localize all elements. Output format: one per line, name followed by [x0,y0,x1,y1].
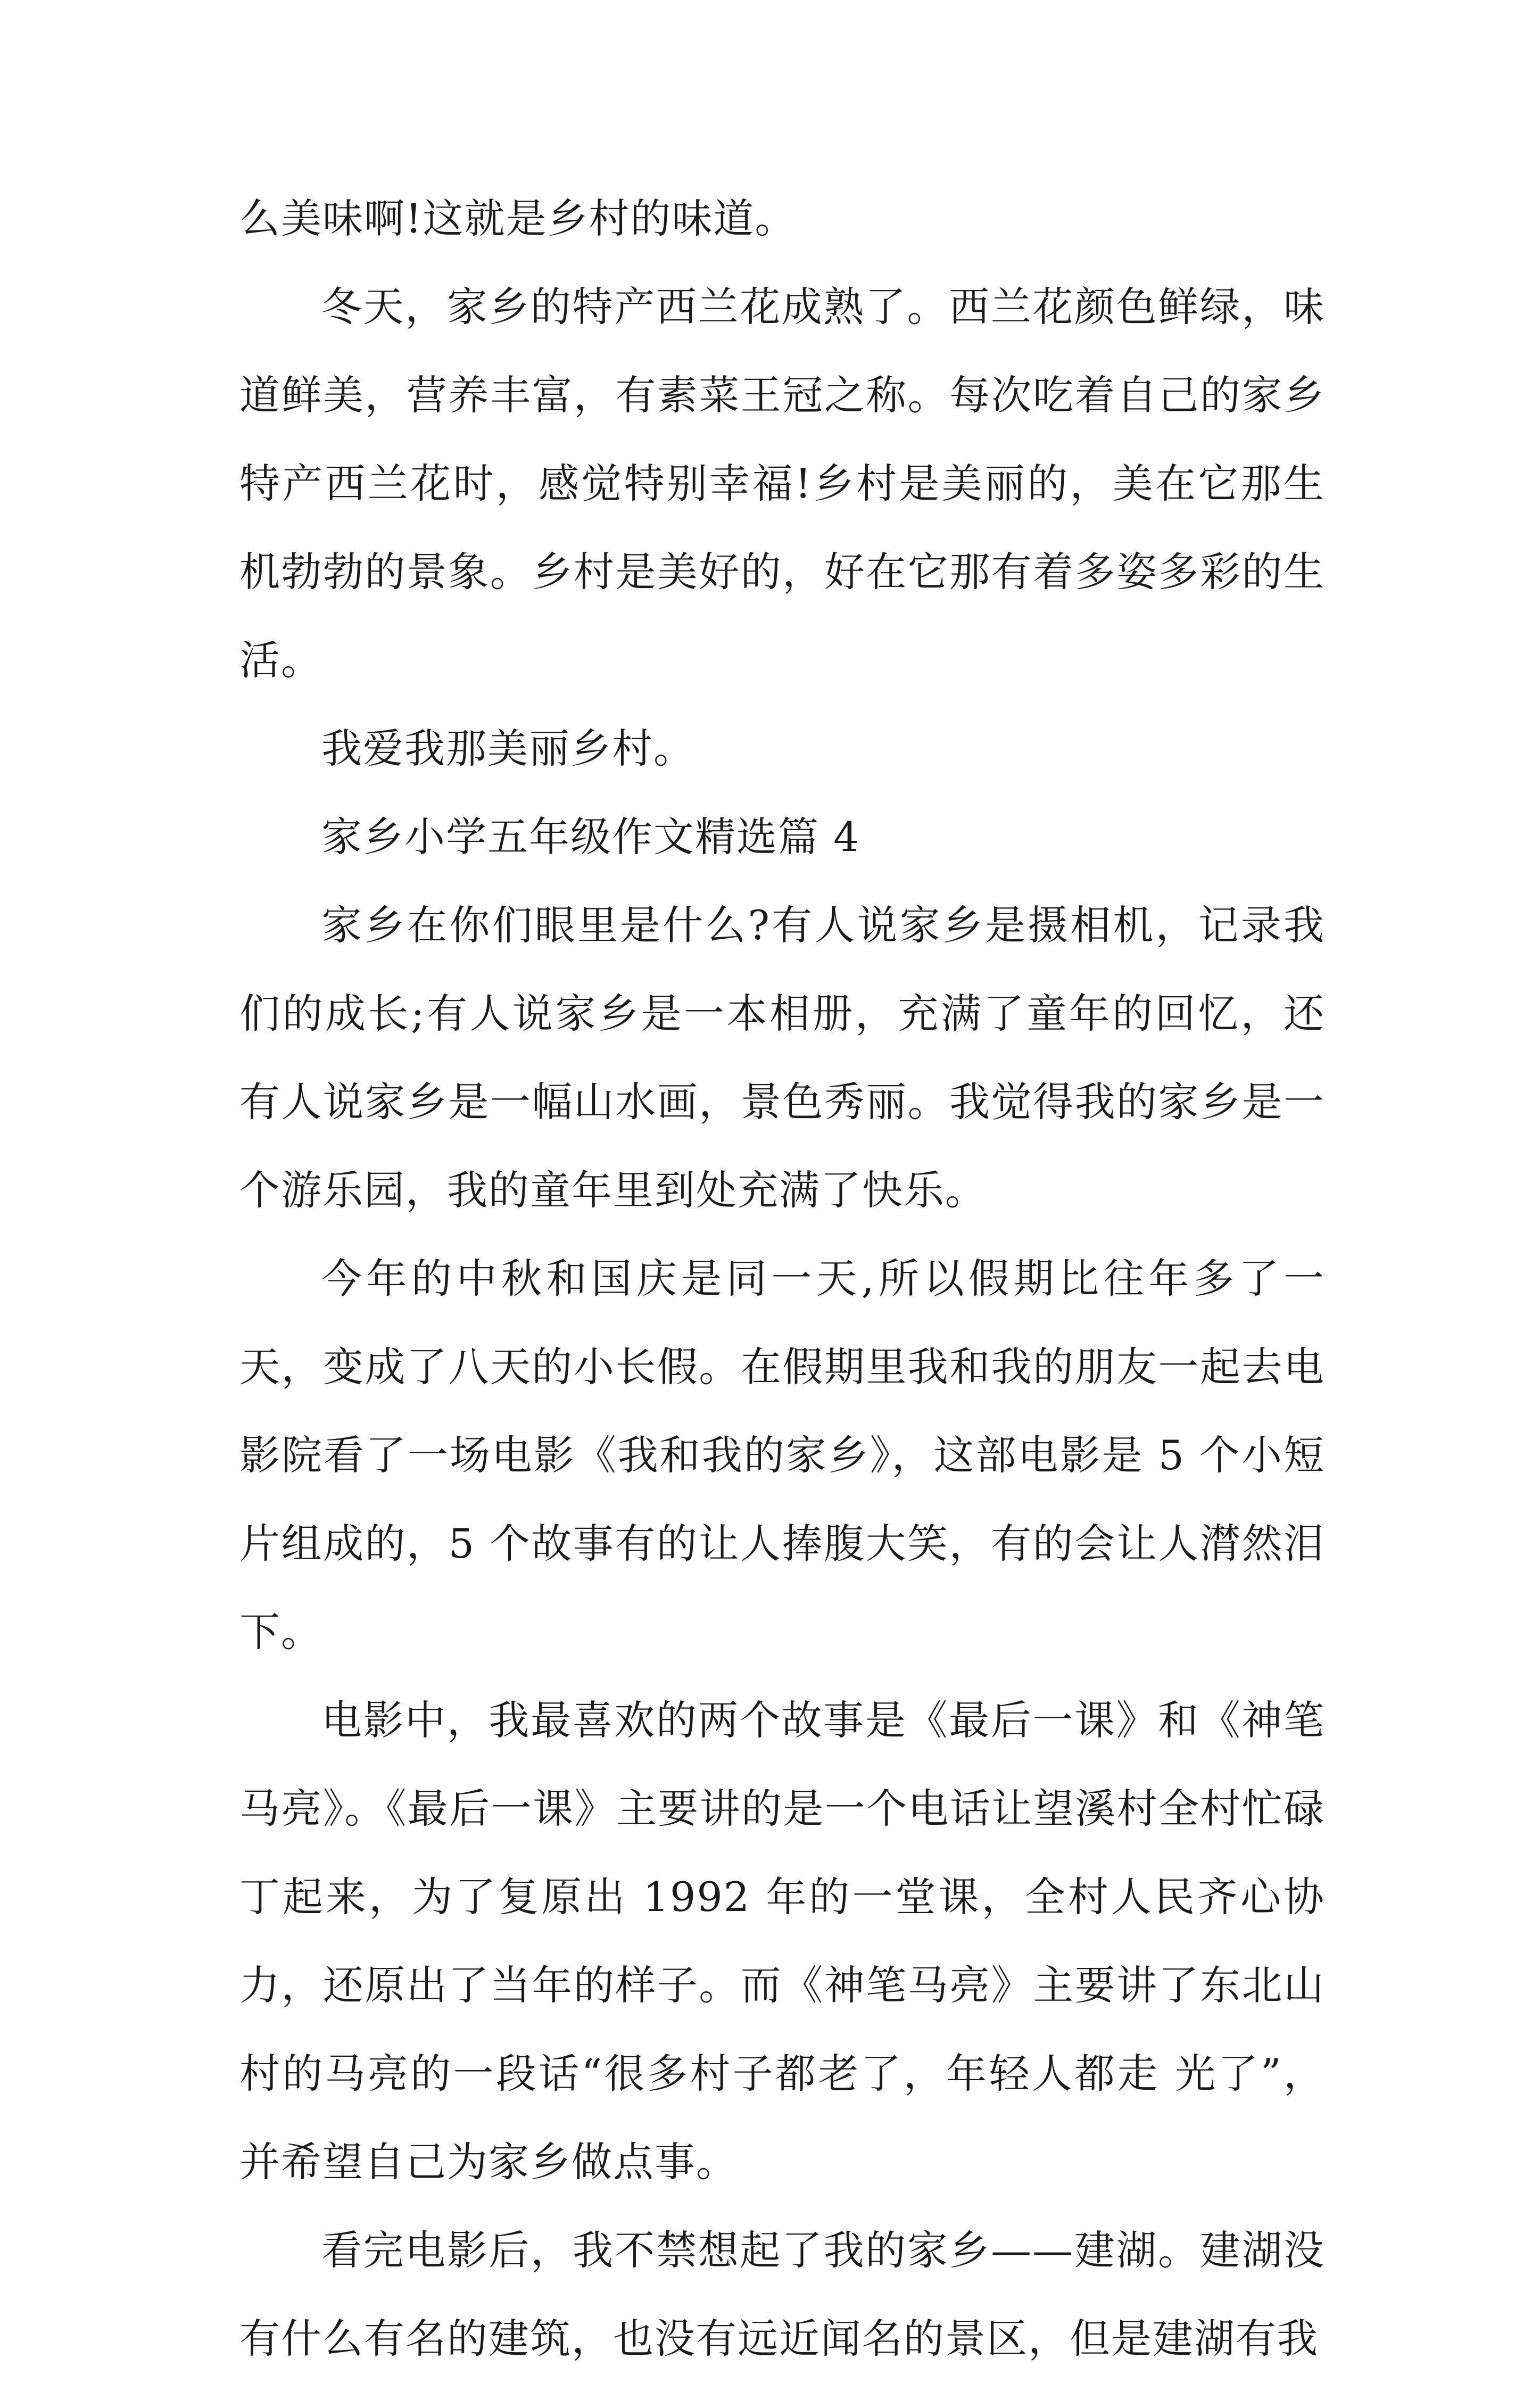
essay-body [239,175,1325,2383]
paragraph-holiday: 今年的中秋和国庆是同一天,所以假期比往年多了一天，变成了八天的小长假。在假期里我和我的朋友一起去电影院看了一场电影《我和我的家乡》，这部电影是 5 个小短片组成的，5 个故事有的让人捧腹大笑，有的会让人潸然泪下。 [239,1255,1325,1656]
paragraph-love-village: 我爱我那美丽乡村。 [321,725,695,772]
paragraph-jianhu: 看完电影后，我不禁想起了我的家乡——建湖。建湖没有什么有名的建筑，也没有远近闻名的景区，但是建湖有我 [239,2227,1325,2362]
paragraph-movie-stories: 电影中，我最喜欢的两个故事是《最后一课》和《神笔马亮》。《最后一课》主要讲的是一个电话让望溪村全村忙碌丁起来，为了复原出 1992 年的一堂课，全村人民齐心协力，还原出了当年的样子。而《神笔马亮》主要讲了东北山村的马亮的一段话“很多村子都老了，年轻人都走 光了”，并希望自己为家乡做点事。 [239,1697,1325,2186]
paragraph-continuation: 么美味啊!这就是乡村的味道。 [239,195,797,242]
paragraph-hometown-intro: 家乡在你们眼里是什么?有人说家乡是摄相机，记录我们的成长;有人说家乡是一本相册，充满了童年的回忆，还有人说家乡是一幅山水画，景色秀丽。我觉得我的家乡是一个游乐园，我的童年里到处充满了快乐。 [239,901,1325,1214]
paragraph-winter: 冬天，家乡的特产西兰花成熟了。西兰花颜色鲜绿，味道鲜美，营养丰富，有素菜王冠之称。每次吃着自己的家乡特产西兰花时，感觉特别幸福!乡村是美丽的，美在它那生机勃勃的景象。乡村是美好的，好在它那有着多姿多彩的生活。 [239,283,1325,684]
essay-heading: 家乡小学五年级作文精选篇 4 [321,813,860,860]
